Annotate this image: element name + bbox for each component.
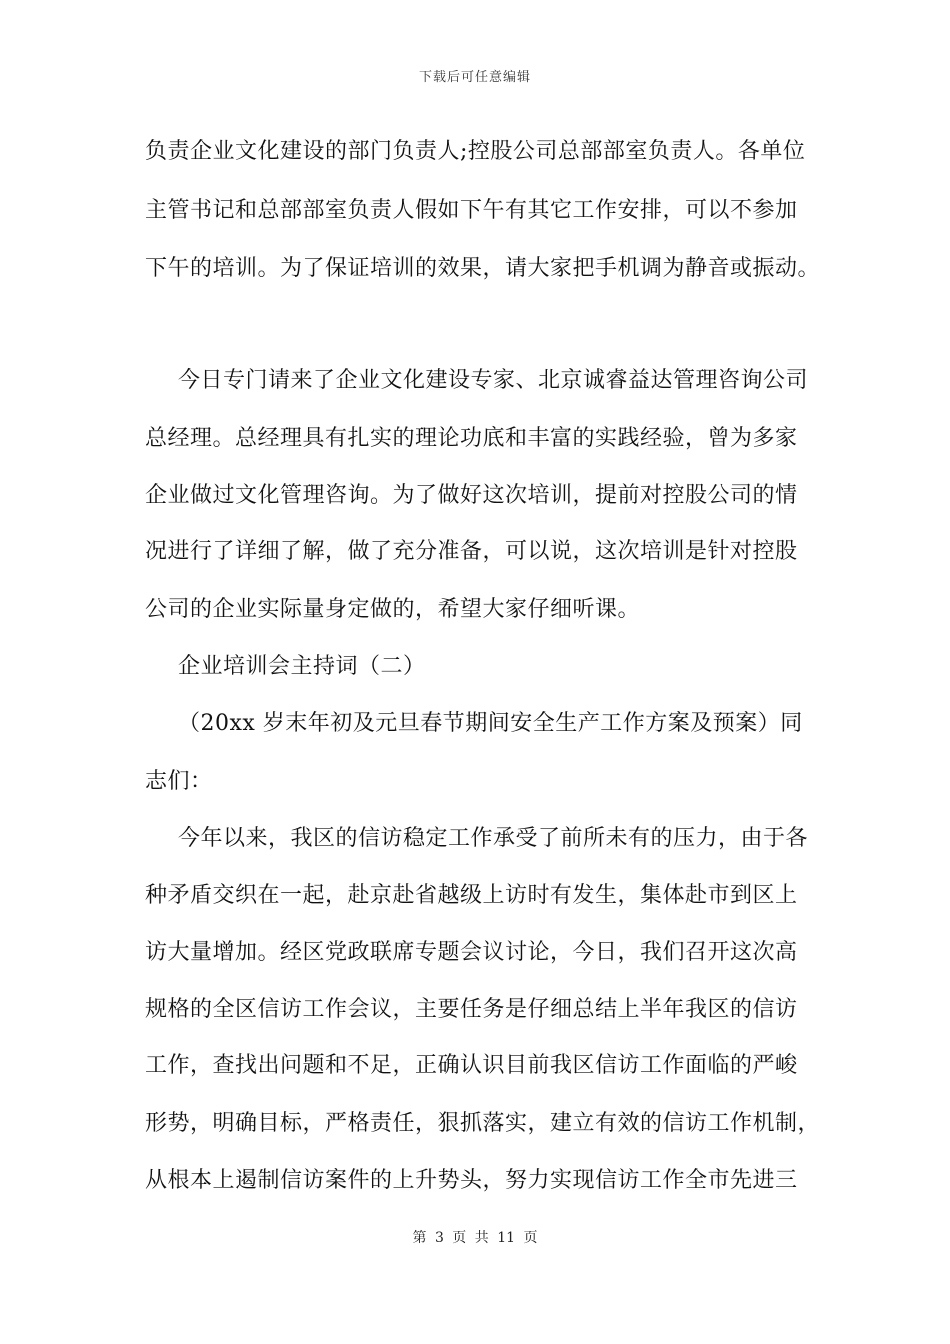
paragraph-first-line: （20xx 岁末年初及元旦春节期间安全生产工作方案及预案）同 (178, 711, 803, 736)
text-line: 负责企业文化建设的部门负责人;控股公司总部部室负责人。各单位 (145, 139, 806, 164)
paragraph-first-line: 今年以来，我区的信访稳定工作承受了前所未有的压力，由于各 (178, 826, 809, 851)
text-line: 访大量增加。经区党政联席专题会议讨论，今日，我们召开这次高 (145, 940, 798, 965)
text-line: 主管书记和总部部室负责人假如下午有其它工作安排，可以不参加 (145, 198, 798, 223)
page-header: 下载后可任意编辑 (418, 70, 531, 85)
section-heading: 企业培训会主持词（二） (178, 654, 426, 679)
text-line: 下午的培训。为了保证培训的效果，请大家把手机调为静音或振动。 (145, 256, 821, 281)
text-line: 规格的全区信访工作会议，主要任务是仔细总结上半年我区的信访 (145, 997, 798, 1022)
text-line: 工作，查找出问题和不足，正确认识目前我区信访工作面临的严峻 (145, 1053, 798, 1078)
text-line: 企业做过文化管理咨询。为了做好这次培训，提前对控股公司的情 (145, 483, 798, 508)
page-number-footer: 第 3 页 共 11 页 (412, 1230, 538, 1246)
text-line: 况进行了详细了解，做了充分准备，可以说，这次培训是针对控股 (145, 539, 798, 564)
text-line: 总经理。总经理具有扎实的理论功底和丰富的实践经验，曾为多家 (145, 426, 798, 451)
text-line: 从根本上遏制信访案件的上升势头，努力实现信访工作全市先进三 (145, 1168, 798, 1193)
text-line: 形势，明确目标，严格责任，狠抓落实，建立有效的信访工作机制， (145, 1111, 821, 1136)
paragraph-first-line: 今日专门请来了企业文化建设专家、北京诚睿益达管理咨询公司 (178, 368, 809, 393)
text-line: 公司的企业实际量身定做的，希望大家仔细听课。 (145, 597, 641, 622)
text-line: 种矛盾交织在一起，赴京赴省越级上访时有发生，集体赴市到区上 (145, 883, 798, 908)
text-line: 志们： (145, 769, 213, 794)
